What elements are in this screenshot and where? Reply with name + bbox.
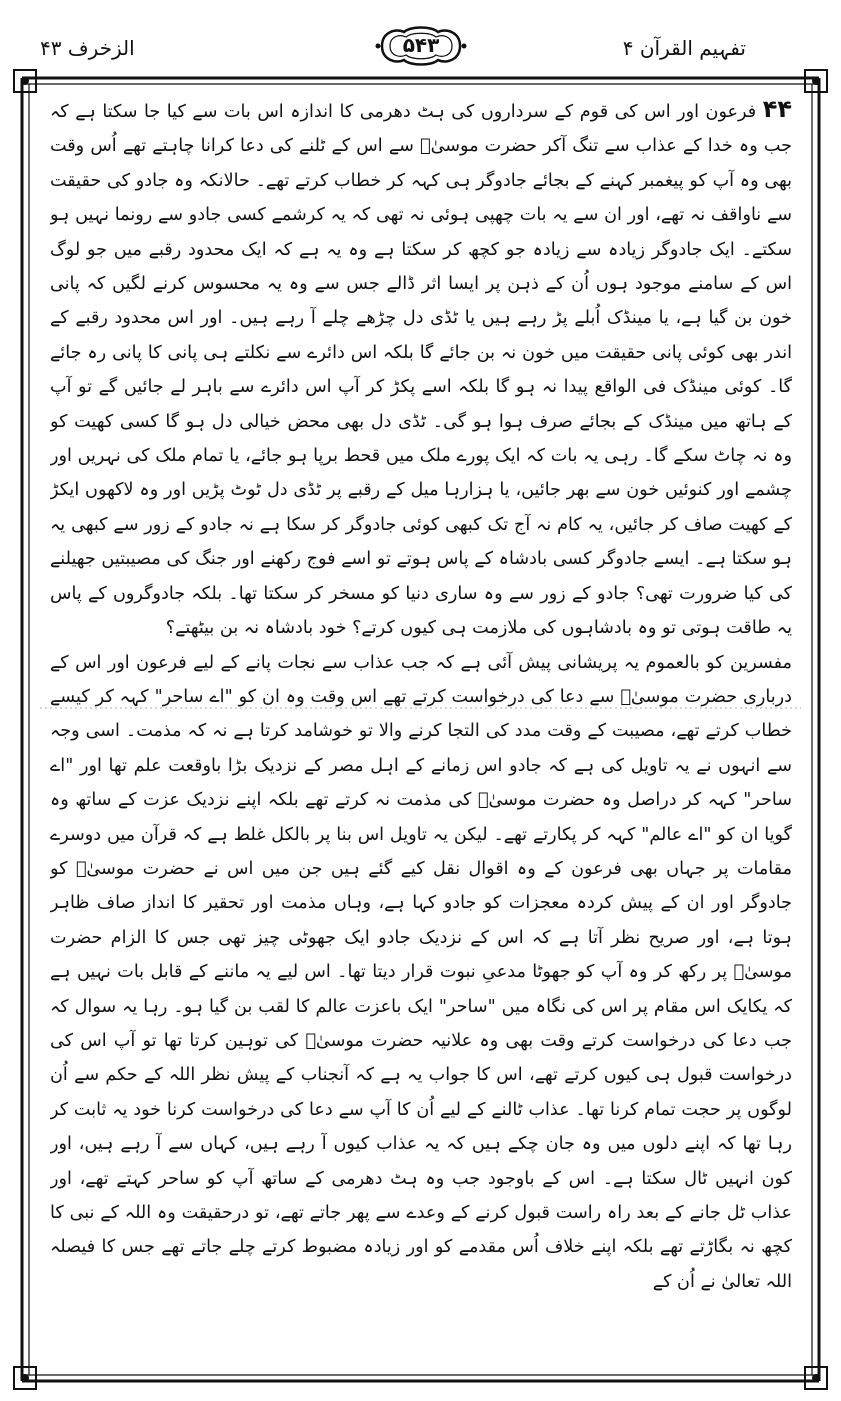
note-paragraph-2 — [50, 646, 792, 1300]
note-number: ۴۴ — [762, 95, 792, 123]
paragraph-text: فرعون اور اس کی قوم کے سرداروں کی ہٹ دھرمی کا اندازہ اس بات سے کیا جا سکتا ہے کہ جب وہ خدا کے عذاب سے تنگ آکر حضرت موسیٰؑ سے اس کے ٹلنے کی دعا کرانا چاہتے تھے اُس وقت بھی وہ آپ کو پیغمبر کہنے کے بجائے جادوگر ہی کہہ کر خطاب کرتے تھے۔ حالانکہ وہ جادو کی حقیقت سے ناواقف نہ تھے، اور ان سے یہ بات چھپی ہوئی نہ تھی کہ یہ کرشمے کسی جادو سے رونما نہیں ہو سکتے۔ ایک جادوگر زیادہ سے زیادہ جو کچھ کر سکتا ہے وہ یہ ہے کہ ایک محدود رقبے میں جو لوگ اس کے سامنے موجود ہوں اُن کے ذہن پر ایسا اثر ڈالے جس سے وہ یہ محسوس کرنے لگیں کہ پانی خون بن گیا ہے، یا مینڈک اُبلے پڑ رہے ہیں یا ٹڈی دل چڑھے چلے آ رہے ہیں۔ اور اس محدود رقبے کے اندر بھی کوئی پانی حقیقت میں خون نہ بن جائے گا بلکہ اس دائرے سے نکلتے ہی پانی کا پانی رہ جائے گا۔ کوئی مینڈک فی الواقع پیدا نہ ہو گا بلکہ اسے پکڑ کر آپ اس دائرے سے باہر لے جائیں گے تو آپ کے ہاتھ میں مینڈک کے بجائے صرف ہوا ہو گی۔ ٹڈی دل بھی محض خیالی دل ہو گا کسی کھیت کو وہ نہ چاٹ سکے گا۔ رہی یہ بات کہ ایک پورے ملک میں قحط برپا ہو جائے، یا تمام ملک کی نہریں اور چشمے اور کنوئیں خون سے بھر جائیں، یا ہزارہا میل کے رقبے پر ٹڈی دل ٹوٹ پڑیں اور وہ لاکھوں ایکڑ کے کھیت صاف کر جائیں، یہ کام نہ آج تک کبھی کوئی جادوگر کر سکا ہے نہ جادو کے زور سے کبھی یہ ہو سکتا ہے۔ ایسے جادوگر کسی بادشاہ کے پاس ہوتے تو اسے فوج رکھنے اور جنگ کی مصیبتیں جھیلنے کی کیا ضرورت تھی؟ جادو کے زور سے وہ ساری دنیا کو مسخر کر سکتا تھا۔ بلکہ جادوگروں کے پاس یہ طاقت ہوتی تو وہ بادشاہوں کی ملازمت ہی کیوں کرتے؟ خود بادشاہ نہ بن بیٹھتے؟ — [50, 102, 792, 639]
paragraph-text: مفسرین کو بالعموم یہ پریشانی پیش آئی ہے کہ جب عذاب سے نجات پانے کے لیے فرعون اور اس کے درباری حضرت موسیٰؑ سے دعا کی درخواست کرتے تھے اس وقت وہ ان کو "اے ساحر" کہہ کر کیسے خطاب کرتے تھے، مصیبت کے وقت مدد کی التجا کرنے والا تو خوشامد کرتا ہے نہ کہ مذمت۔ اسی وجہ سے انہوں نے یہ تاویل کی ہے کہ جادو اس زمانے کے اہل مصر کے نزدیک بڑا باوقعت علم تھا اور "اے ساحر" کہہ کر دراصل وہ حضرت موسیٰؑ کی مذمت نہ کرتے تھے بلکہ اپنے نزدیک عزت کے ساتھ وہ گویا ان کو "اے عالم" کہہ کر پکارتے تھے۔ لیکن یہ تاویل اس بنا پر بالکل غلط ہے کہ قرآن میں دوسرے مقامات پر جہاں بھی فرعون کے وہ اقوال نقل کیے گئے ہیں جن میں اس نے حضرت موسیٰؑ کو جادوگر اور ان کے پیش کردہ معجزات کو جادو کہا ہے، وہاں مذمت اور تحقیر کا انداز صاف ظاہر ہوتا ہے، اور صریح نظر آتا ہے کہ اس کے نزدیک جادو ایک جھوٹی چیز تھی جس کا الزام حضرت موسیٰؑ پر رکھ کر وہ آپ کو جھوٹا مدعیِ نبوت قرار دیتا تھا۔ اس لیے یہ ماننے کے قابل بات نہیں ہے کہ یکایک اس مقام پر اس کی نگاہ میں "ساحر" ایک باعزت عالم کا لقب بن گیا ہو۔ رہا یہ سوال کہ جب دعا کی درخواست کرتے وقت بھی وہ علانیہ حضرت موسیٰؑ کی توہین کرتا تھا تو آپ اس کی درخواست قبول ہی کیوں کرتے تھے، اس کا جواب یہ ہے کہ آنجناب کے پیش نظر اللہ کے حکم سے اُن لوگوں پر حجت تمام کرنا تھا۔ عذاب ٹالنے کے لیے اُن کا آپ سے دعا کی درخواست کرنا خود یہ ثابت کر رہا تھا کہ اپنے دلوں میں وہ جان چکے ہیں کہ یہ عذاب کیوں آ رہے ہیں، کہاں سے آ رہے ہیں، اور کون انہیں ٹال سکتا ہے۔ اس کے باوجود جب وہ ہٹ دھرمی کے ساتھ آپ کو ساحر کہتے تھے، اور عذاب ٹل جانے کے بعد راہ راست قبول کرنے کے وعدے سے پھر جاتے تھے، تو درحقیقت وہ اللہ کے نبی کا کچھ نہ بگاڑتے تھے بلکہ اپنے خلاف اُس مقدمے کو اور زیادہ مضبوط کرتے چلے جاتے تھے جس کا فیصلہ اللہ تعالیٰ نے اُن کے — [50, 652, 792, 1292]
commentary-body — [50, 92, 792, 1377]
page-number: ۵۴۳ — [402, 33, 440, 57]
surah-name: الزخرف ۴۳ — [40, 36, 135, 60]
note-paragraph-1 — [50, 92, 792, 646]
book-title: تفہیم القرآن ۴ — [622, 36, 746, 60]
